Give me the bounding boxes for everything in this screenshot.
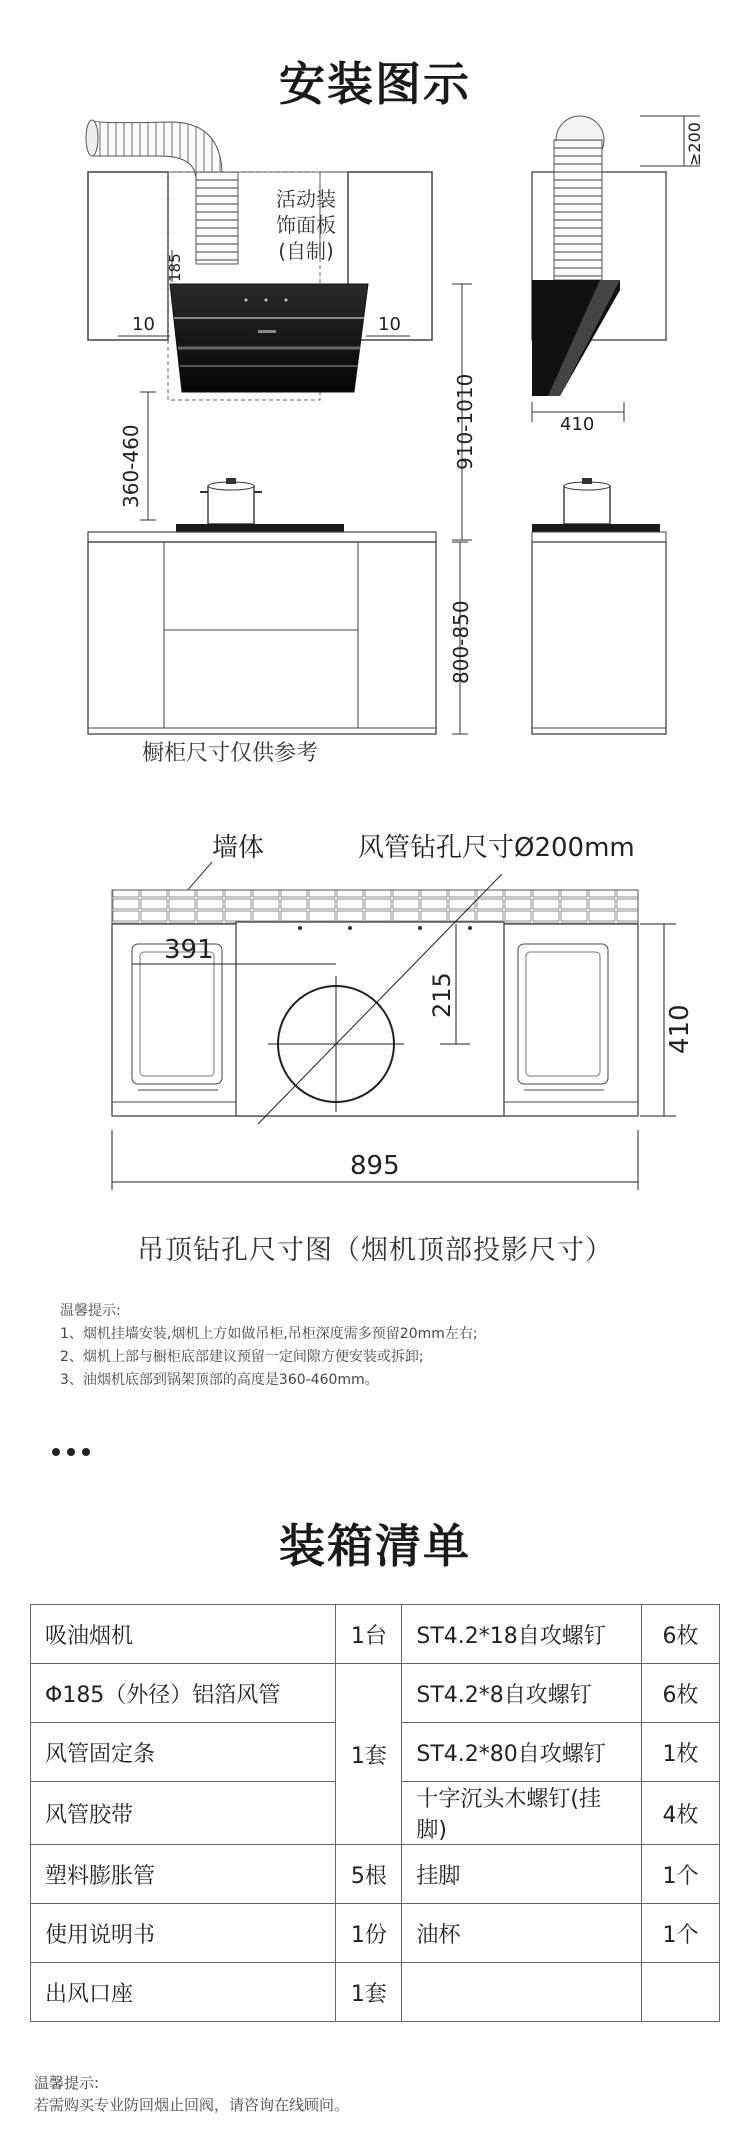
install-title: 安装图示 bbox=[279, 57, 471, 111]
countertop bbox=[88, 532, 436, 542]
dot bbox=[52, 1448, 60, 1456]
drill-caption: 吊顶钻孔尺寸图（烟机顶部投影尺寸） bbox=[137, 1235, 613, 1266]
pot bbox=[200, 478, 262, 524]
base-cabinet bbox=[88, 542, 436, 734]
dim-185: 185 bbox=[166, 253, 184, 282]
section-divider-dots bbox=[52, 1448, 90, 1456]
upper-cabinet-left bbox=[88, 172, 168, 340]
pot-top-right bbox=[518, 944, 608, 1090]
item-qty bbox=[642, 1963, 720, 2022]
item-name bbox=[402, 1963, 642, 2022]
wall-label: 墙体 bbox=[212, 833, 265, 863]
packing-tips-heading: 温馨提示: bbox=[34, 2074, 100, 2092]
dim-360-460: 360-460 bbox=[119, 424, 143, 508]
install-tip-2: 2、烟机上部与橱柜底部建议预留一定间隙方便安装或拆卸; bbox=[60, 1349, 424, 1365]
dim-910-1010: 910-1010 bbox=[453, 373, 477, 470]
install-tips bbox=[60, 1300, 710, 1392]
item-name: 油杯 bbox=[402, 1904, 642, 1963]
range-hood-front bbox=[170, 284, 368, 392]
packing-table bbox=[30, 1604, 720, 2022]
cabinet-size-note: 橱柜尺寸仅供参考 bbox=[141, 741, 318, 766]
item-qty: 5根 bbox=[336, 1845, 402, 1904]
item-name: Φ185（外径）铝箔风管 bbox=[31, 1664, 336, 1723]
pot-top-left bbox=[132, 944, 222, 1090]
item-name: 使用说明书 bbox=[31, 1904, 336, 1963]
item-name: 风管胶带 bbox=[31, 1782, 336, 1845]
brick-wall bbox=[112, 890, 638, 924]
installation-diagram bbox=[0, 0, 750, 740]
item-qty: 1个 bbox=[642, 1904, 720, 1963]
cooktop bbox=[176, 524, 344, 532]
item-name: 吸油烟机 bbox=[31, 1605, 336, 1664]
dim-10-right: 10 bbox=[378, 314, 401, 335]
item-name: ST4.2*18自攻螺钉 bbox=[402, 1605, 642, 1664]
side-cabinet bbox=[532, 542, 666, 734]
exhaust-duct bbox=[86, 120, 238, 264]
item-qty: 1个 bbox=[642, 1845, 720, 1904]
dim-800-850: 800-850 bbox=[449, 600, 473, 684]
install-tips-heading: 温馨提示: bbox=[60, 1303, 121, 1319]
item-name: ST4.2*80自攻螺钉 bbox=[402, 1723, 642, 1782]
panel-label-1: 活动装 bbox=[276, 187, 336, 211]
item-qty: 1套 bbox=[336, 1664, 402, 1845]
dim-391: 391 bbox=[164, 935, 214, 965]
item-name: 塑料膨胀管 bbox=[31, 1845, 336, 1904]
dim-410-side: 410 bbox=[560, 414, 595, 435]
hood-projection bbox=[236, 922, 504, 1116]
item-name: 出风口座 bbox=[31, 1963, 336, 2022]
item-qty: 1套 bbox=[336, 1963, 402, 2022]
item-qty: 4枚 bbox=[642, 1782, 720, 1845]
table-row bbox=[31, 1605, 720, 1664]
dim-200: ≥200 bbox=[685, 122, 704, 166]
panel-label-3: (自制) bbox=[278, 239, 334, 263]
item-qty: 1台 bbox=[336, 1605, 402, 1664]
item-qty: 1份 bbox=[336, 1904, 402, 1963]
install-tip-1: 1、烟机挂墙安装,烟机上方如做吊柜,吊柜深度需多预留20mm左右; bbox=[60, 1326, 478, 1342]
packing-title: 装箱清单 bbox=[279, 1519, 471, 1573]
dot bbox=[82, 1448, 90, 1456]
dim-10-left: 10 bbox=[132, 314, 155, 335]
item-qty: 6枚 bbox=[642, 1664, 720, 1723]
item-name: 风管固定条 bbox=[31, 1723, 336, 1782]
side-view bbox=[532, 116, 666, 396]
item-qty: 1枚 bbox=[642, 1723, 720, 1782]
dim-410-depth: 410 bbox=[665, 1004, 695, 1054]
packing-tips-line: 若需购买专业防回烟止回阀，请咨询在线顾问。 bbox=[34, 2096, 350, 2114]
dim-895: 895 bbox=[350, 1151, 400, 1181]
item-qty: 6枚 bbox=[642, 1605, 720, 1664]
panel-label-2: 饰面板 bbox=[276, 213, 336, 237]
item-name: ST4.2*8自攻螺钉 bbox=[402, 1664, 642, 1723]
packing-tips bbox=[34, 2072, 684, 2116]
duct-hole-label: 风管钻孔尺寸Ø200mm bbox=[358, 833, 635, 863]
item-name: 挂脚 bbox=[402, 1845, 642, 1904]
install-tip-3: 3、油烟机底部到锅架顶部的高度是360-460mm。 bbox=[60, 1372, 379, 1388]
item-name: 十字沉头木螺钉(挂脚) bbox=[402, 1782, 642, 1845]
table-row bbox=[31, 1664, 720, 1723]
table-row bbox=[31, 1904, 720, 1963]
side-pot bbox=[564, 478, 610, 524]
table-row bbox=[31, 1845, 720, 1904]
dim-215: 215 bbox=[428, 972, 456, 1018]
dot bbox=[67, 1448, 75, 1456]
ceiling-drilling-diagram bbox=[0, 790, 750, 1230]
table-row bbox=[31, 1963, 720, 2022]
